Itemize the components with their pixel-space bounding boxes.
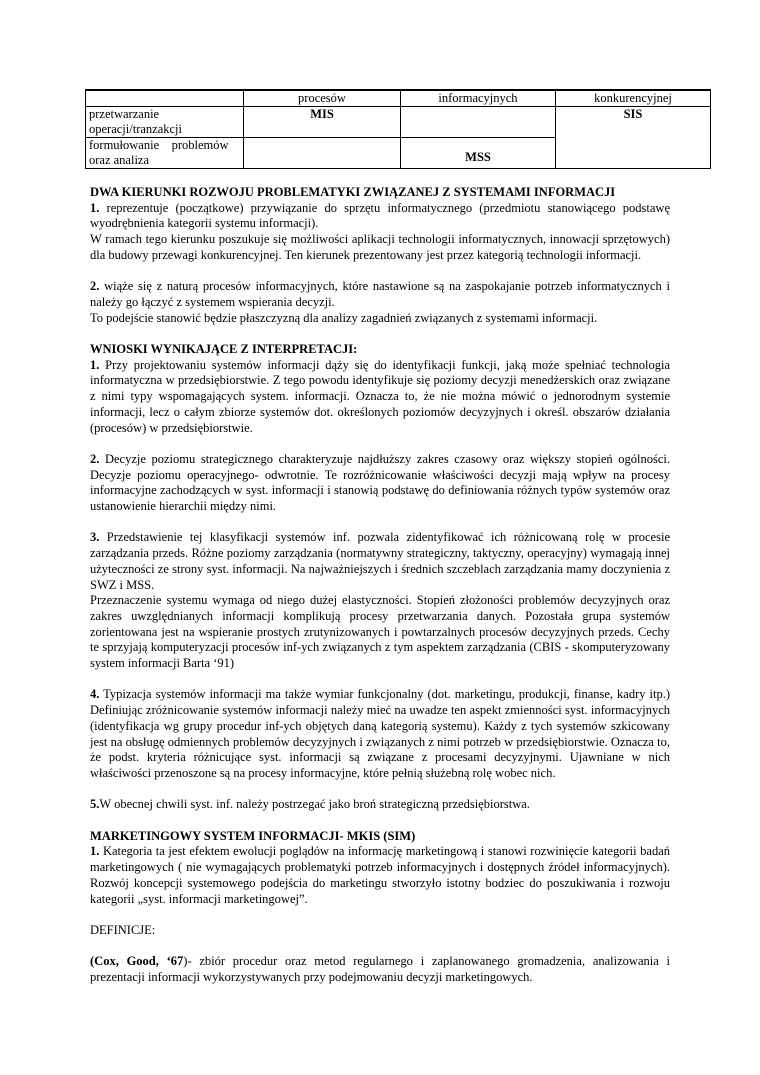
definitions-label: DEFINICJE: — [90, 922, 156, 937]
cell-empty — [244, 138, 401, 169]
table-corner-cell — [86, 90, 244, 107]
paragraph: 5.W obecnej chwili syst. inf. należy postrzegać jako broń strategiczną przedsiębiorstwa. — [90, 797, 530, 812]
cell-mss: MSS — [401, 138, 556, 169]
paragraph: 1. reprezentuje (początkowe) przywiązanie do sprzętu informatycznego (przedmiotu stanowiącego podstawę wyodrębnienia kategorii systemu informacji). — [90, 200, 670, 231]
section-heading: WNIOSKI WYNIKAJĄCE Z INTERPRETACJI: — [90, 342, 358, 356]
paragraph: 2. Decyzje poziomu strategicznego charakteryzuje najdłuższy zakres czasowy oraz większy stopień ogólności. Decyzje poziomu operacyjnego- odwrotnie. Te rozróżnicowanie właściwości decyzji mają wpływ na procesy informacyjne zachodzących w syst. informacji i stanowią podstawę do definiowania różnych typów systemów oraz ustanowienie hierarchii między nimi. — [90, 451, 670, 514]
section-heading: DWA KIERUNKI ROZWOJU PROBLEMATYKI ZWIĄZANEJ Z SYSTEMAMI INFORMACJI — [90, 185, 616, 199]
paragraph: To podejście stanowić będzie płaszczyzną dla analizy zagadnień związanych z systemami informacji. — [90, 310, 598, 325]
paragraph: 3. Przedstawienie tej klasyfikacji systemów inf. pozwala zidentyfikować ich różnicowaną rolę w procesie zarządzania przeds. Różne poziomy zarządzania (normatywny strategiczny, taktyczny, operacyjny) wymagają innej użyteczności ze strony syst. informacji. Na najważniejszych i średnich szczeblach zarządzania mamy doczynienia z SWZ i MSS. — [90, 530, 670, 592]
cell-empty — [401, 107, 556, 138]
paragraph: 2. wiąże się z naturą procesów informacyjnych, które nastawione są na zaspokajanie potrzeb informatycznych i należy go łączyć z systemem wspierania decyzji. — [90, 279, 670, 309]
table-row — [86, 107, 711, 138]
paragraph: Przeznaczenie systemu wymaga od niego dużej elastyczności. Stopień złożoności problemów decyzyjnych oraz zakres uwzględnianych informacji komplikują procesy przetwarzania danych. Pozostała grupa systemów zorientowana jest na wspieranie prostych zrutynizowanych i powtarzalnych procesów decyzyjnych przeds. Cechy te sprzyjają komputeryzacji procesów inf-ych związanych z tym aspektem zarządzania (CBIS - skomputeryzowany system informacji Barta ‘91) — [90, 593, 670, 671]
header-informacyjnych: informacyjnych — [401, 90, 556, 107]
definition-paragraph: (Cox, Good, ‘67)- zbiór procedur oraz metod regularnego i zaplanowanego gromadzenia, analizowania i prezentacji informacji wykorzystywanych przy podejmowaniu decyzji marketingowych. — [90, 954, 670, 985]
system-classification-table — [85, 89, 711, 169]
paragraph: 1. Przy projektowaniu systemów informacji dąży się do identyfikacji funkcji, jaką może spełniać technologia informatyczna w przedsiębiorstwie. Z tego powodu identyfikuje się poziomy decyzji menedżerskich oraz związane z nimi typy wspomagających system. informacji. Oznacza to, że nie można mówić o jednorodnym systemie informacji, lecz o całym zbiorze systemów dot. określonych poziomów decyzyjnych i określ. obszarów działania (procesów) w przedsiębiorstwie. — [90, 357, 670, 435]
row-label-przetwarzanie: przetwarzanie operacji/tranzakcji — [86, 107, 244, 138]
paragraph: 4. Typizacja systemów informacji ma także wymiar funkcjonalny (dot. marketingu, produkcji, finanse, kadry itp.) Definiując zróżnicowanie systemów informacji należy mieć na uwadze ten aspekt zmienności syst. informacyjnych (identyfikacja wg grupy procedur inf-ych objętych daną kategorią systemu). Każdy z tych systemów szkicowany jest na obsługę odmiennych problemów decyzyjnych i związanych z nimi potrzeb w przedsiębiorstwie. Oznacza to, że podst. kryteria różnicujące syst. informacji są związane z procesami decyzyjnymi. Ujawniane w nich właściwości przenoszone są na procesy informacyjne, które pełnią służebną rolę wobec nich. — [90, 687, 670, 780]
paragraph: W ramach tego kierunku poszukuje się możliwości aplikacji technologii informatycznych, innowacji sprzętowych) dla budowy przewagi konkurencyjnej. Ten kierunek prezentowany jest przez kategorią technologii informacji. — [90, 232, 670, 262]
document-body — [90, 185, 670, 986]
cell-sis: SIS — [556, 107, 711, 169]
section-heading: MARKETINGOWY SYSTEM INFORMACJI- MKIS (SIM) — [90, 828, 416, 843]
table-header-row — [86, 90, 711, 107]
cell-mis: MIS — [244, 107, 401, 138]
row-label-formulowanie: formułowanie problemów oraz analiza — [86, 138, 244, 169]
header-procesow: procesów — [244, 90, 401, 107]
header-konkurencyjnej: konkurencyjnej — [556, 90, 711, 107]
paragraph: 1. Kategoria ta jest efektem ewolucji poglądów na informację marketingową i stanowi rozwinięcie kategorii badań marketingowych ( nie wymagających problematyki potrzeb informacyjnych i dostępnych źródeł informacyjnych). Rozwój koncepcji systemowego podejścia do marketingu stworzyło istotny bodziec do poszukiwania i rozwoju kategorii „syst. informacji marketingowej”. — [90, 844, 670, 906]
